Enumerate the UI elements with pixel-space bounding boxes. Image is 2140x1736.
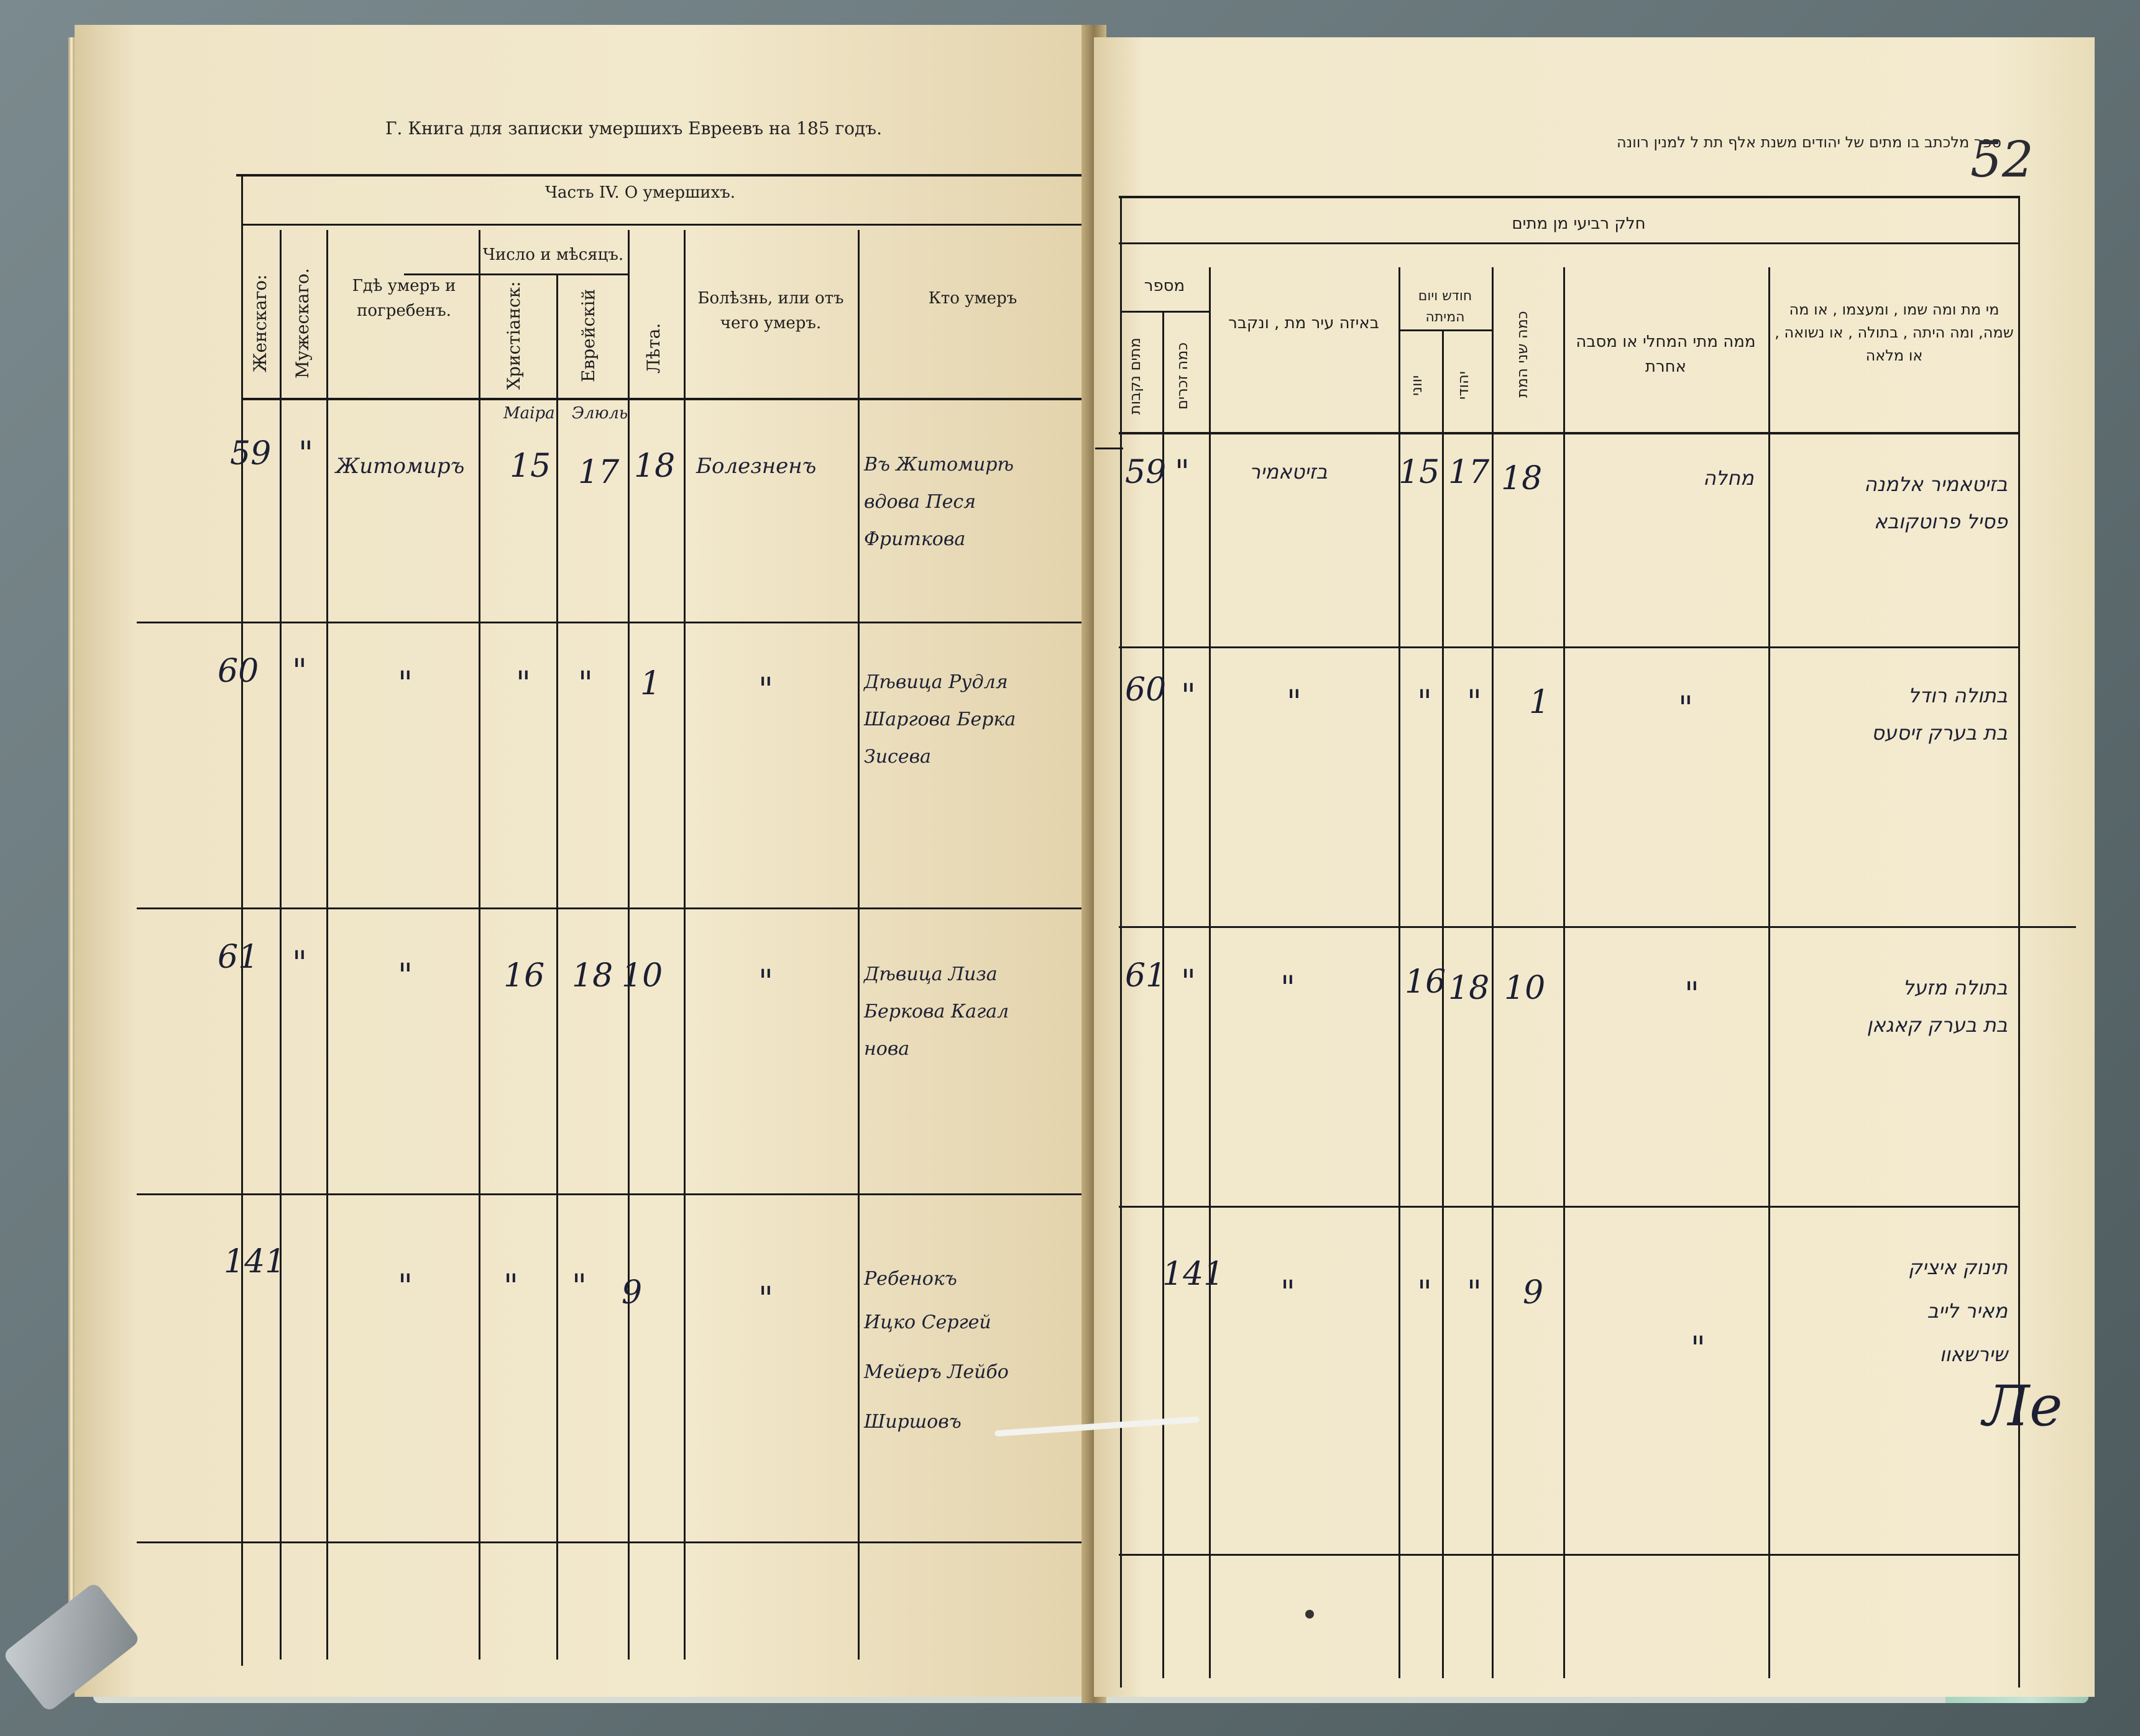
entry-illness: " xyxy=(758,963,773,1001)
row-separator xyxy=(1119,926,2076,928)
row-separator xyxy=(137,907,1091,909)
entry-age: 1 xyxy=(640,665,661,702)
col-divider xyxy=(1563,267,1565,1678)
entry-who-line: Дѣвица Рудля xyxy=(864,671,1008,693)
entry-city: בזיטאמיר xyxy=(1249,460,1328,484)
entry-christian-day: " xyxy=(516,665,531,702)
col-divider xyxy=(1442,329,1444,1678)
entry-who-line: שירשאוו xyxy=(1939,1343,2008,1366)
entry-jewish-day: 17 xyxy=(578,454,620,491)
col-divider xyxy=(241,174,243,1666)
col-divider xyxy=(556,273,558,1660)
entry-city: " xyxy=(1287,684,1302,721)
entry-female-count: 60 xyxy=(218,653,259,690)
subhead-christian-month: Маіра xyxy=(503,404,555,423)
entry-christian-day: " xyxy=(503,1268,518,1305)
row-separator xyxy=(137,1193,1091,1195)
entry-male-count: " xyxy=(298,435,313,472)
entry-male-count: 141 xyxy=(1162,1256,1224,1293)
entry-who-line: Фриткова xyxy=(864,528,966,550)
page-number: 52 xyxy=(1970,131,2034,188)
entry-who-line: בתולה רודל xyxy=(1908,684,2008,707)
entry-illness: Болезненъ xyxy=(696,454,817,479)
entry-greek-day: 15 xyxy=(1398,454,1440,491)
entry-illness: מחלה xyxy=(1703,466,1754,490)
entry-illness: " xyxy=(758,1280,773,1318)
left-section-title: Часть IV. О умершихъ. xyxy=(544,183,736,202)
title-rule xyxy=(1119,242,2020,244)
entry-who-line: מאיר לייב xyxy=(1927,1299,2008,1323)
entry-who-line: Ребенокъ xyxy=(864,1268,957,1290)
entry-greek-day: " xyxy=(1417,1274,1432,1311)
col-header-male: Мужескаго. xyxy=(292,268,313,379)
col-divider xyxy=(479,230,480,1660)
entry-years: 18 xyxy=(1501,460,1543,497)
entry-female-count: 61 xyxy=(218,939,259,976)
col-header-age: Лѣта. xyxy=(643,323,664,374)
entry-jewish-day: 18 xyxy=(1448,970,1490,1007)
entry-jewish-day: " xyxy=(1467,684,1482,721)
entry-greek-day: 16 xyxy=(1405,963,1446,1001)
col-divider xyxy=(326,230,328,1660)
entry-male-count: " xyxy=(1181,963,1196,1001)
entry-age: 18 xyxy=(634,448,676,485)
entry-who-line: פסיל פרוטקובא xyxy=(1873,510,2008,533)
title-rule xyxy=(242,224,1091,226)
entry-who-line: Дѣвица Лиза xyxy=(864,963,998,985)
entry-who-line: תינוק איציק xyxy=(1908,1256,2008,1279)
table-top-rule xyxy=(236,174,1091,177)
right-section-title: חלק רביעי מן מתים xyxy=(1512,214,1646,233)
row-separator xyxy=(1119,646,2020,648)
entry-male-count: " xyxy=(1181,677,1196,715)
entry-who-line: нова xyxy=(864,1038,910,1060)
date-group-rule xyxy=(1398,329,1492,331)
entry-christian-day: 15 xyxy=(510,448,551,485)
entry-who-line: בת בערק זיסעס xyxy=(1871,721,2008,745)
right-page-header: ספר מלכתב בו מתים של יהודים משנת אלף תת ל למנין רוונה xyxy=(1617,134,2001,151)
entry-who-line: בזיטאמיר אלמנה xyxy=(1863,472,2008,496)
col-header-female: Женскаго: xyxy=(250,274,270,372)
col-divider xyxy=(280,230,282,1660)
entry-who-line: Мейеръ Лейбо xyxy=(864,1361,1009,1383)
entry-where: Житомиръ xyxy=(336,454,465,479)
col-divider xyxy=(684,230,686,1660)
col-divider xyxy=(858,230,860,1660)
col-header-date: Число и мѣсяцъ. xyxy=(482,246,624,264)
entry-who-line: Зисева xyxy=(864,746,931,768)
entry-who-line: вдова Песя xyxy=(864,491,976,513)
col-divider xyxy=(1162,311,1164,1678)
entry-female-count: 141 xyxy=(224,1243,286,1280)
entry-who-line: Ширшовъ xyxy=(864,1411,962,1433)
entry-male-count: " xyxy=(1175,454,1190,491)
col-header-female: מתים נקבות xyxy=(1126,338,1144,415)
row-separator xyxy=(137,622,1091,623)
entry-illness: " xyxy=(1691,1330,1706,1367)
entry-illness: " xyxy=(1684,976,1699,1013)
col-header-jewish: יהודי xyxy=(1454,370,1472,400)
col-header-male: כמה זכרים xyxy=(1173,342,1191,410)
entry-where: " xyxy=(398,1268,413,1305)
col-header-years: כמה שני המת xyxy=(1513,311,1531,398)
entry-who-line: Ицко Сергей xyxy=(864,1311,991,1333)
entry-age: 10 xyxy=(622,957,663,994)
entry-christian-day: 16 xyxy=(503,957,545,994)
col-header-christian: Христіанск: xyxy=(503,281,524,390)
left-page-header: Г. Книга для записки умершихъ Евреевъ на 185 годъ. xyxy=(385,118,882,139)
entry-where: " xyxy=(398,665,413,702)
entry-female-count: 59 xyxy=(230,435,272,472)
col-header-greek: יווני xyxy=(1408,375,1425,396)
entry-years: 10 xyxy=(1504,970,1546,1007)
col-divider xyxy=(628,230,630,1660)
entry-who-line: Въ Житомирѣ xyxy=(864,454,1014,475)
col-header-illness: ממה מתי המחלי או מסבה אחרת xyxy=(1576,333,1756,377)
entry-female-count: 59 xyxy=(1125,454,1167,491)
entry-female-count: 60 xyxy=(1125,671,1167,709)
entry-years: 1 xyxy=(1529,684,1550,721)
entry-male-count: " xyxy=(292,653,307,690)
col-header-who: מי מת ומה שמו , ומעצמו , או מה שמה, ומה היתה , בתולה , או נשואה , או מלאה xyxy=(1775,301,2014,365)
entry-jewish-day: 17 xyxy=(1448,454,1490,491)
col-header-date: חודש ויום המיתה xyxy=(1418,288,1472,326)
margin-note: Ле xyxy=(1983,1374,2063,1439)
entry-who-line: Шаргова Берка xyxy=(864,709,1016,730)
count-group-rule xyxy=(1120,311,1209,313)
entry-where: " xyxy=(398,957,413,994)
entry-greek-day: " xyxy=(1417,684,1432,721)
col-header-where: Гдѣ умеръ и погребенъ. xyxy=(352,277,456,321)
ink-dot xyxy=(1305,1610,1314,1619)
entry-who-line: בתולה מזעל xyxy=(1903,976,2008,999)
entry-female-count: 61 xyxy=(1125,957,1167,994)
entry-jewish-day: " xyxy=(578,665,593,702)
entry-city: " xyxy=(1280,970,1295,1007)
entry-jewish-day: " xyxy=(572,1268,587,1305)
row-separator xyxy=(1119,1206,2020,1208)
header-bottom-rule xyxy=(242,398,1091,400)
gutter-mark xyxy=(1095,448,1123,449)
entry-jewish-day: 18 xyxy=(572,957,613,994)
col-divider xyxy=(1120,196,1122,1688)
col-header-count: מספר xyxy=(1144,277,1185,295)
col-divider xyxy=(2018,196,2020,1688)
entry-age: 9 xyxy=(622,1274,643,1311)
entry-who-line: בת בערק קאגאן xyxy=(1867,1013,2008,1037)
left-page xyxy=(75,25,1094,1697)
entry-jewish-day: " xyxy=(1467,1274,1482,1311)
entry-male-count: " xyxy=(292,945,307,982)
col-divider xyxy=(1768,267,1770,1678)
row-separator xyxy=(1119,1554,2020,1556)
col-header-who: Кто умеръ xyxy=(928,289,1017,308)
col-header-jewish: Еврейскій xyxy=(578,288,599,383)
entry-illness: " xyxy=(1678,690,1693,727)
col-divider xyxy=(1209,267,1211,1678)
col-header-illness: Болѣзнь, или отъ чего умеръ. xyxy=(697,289,844,333)
entry-who-line: Беркова Кагал xyxy=(864,1001,1009,1022)
header-bottom-rule xyxy=(1119,432,2020,434)
col-header-city: באיזה עיר מת , ונקבר xyxy=(1228,314,1379,333)
right-page xyxy=(1094,37,2095,1697)
table-top-rule xyxy=(1119,196,2020,198)
subhead-jewish-month: Элюль xyxy=(572,404,628,423)
entry-illness: " xyxy=(758,671,773,709)
col-divider xyxy=(1492,267,1494,1678)
row-separator xyxy=(137,1541,1091,1543)
entry-years: 9 xyxy=(1523,1274,1544,1311)
entry-city: " xyxy=(1280,1274,1295,1311)
